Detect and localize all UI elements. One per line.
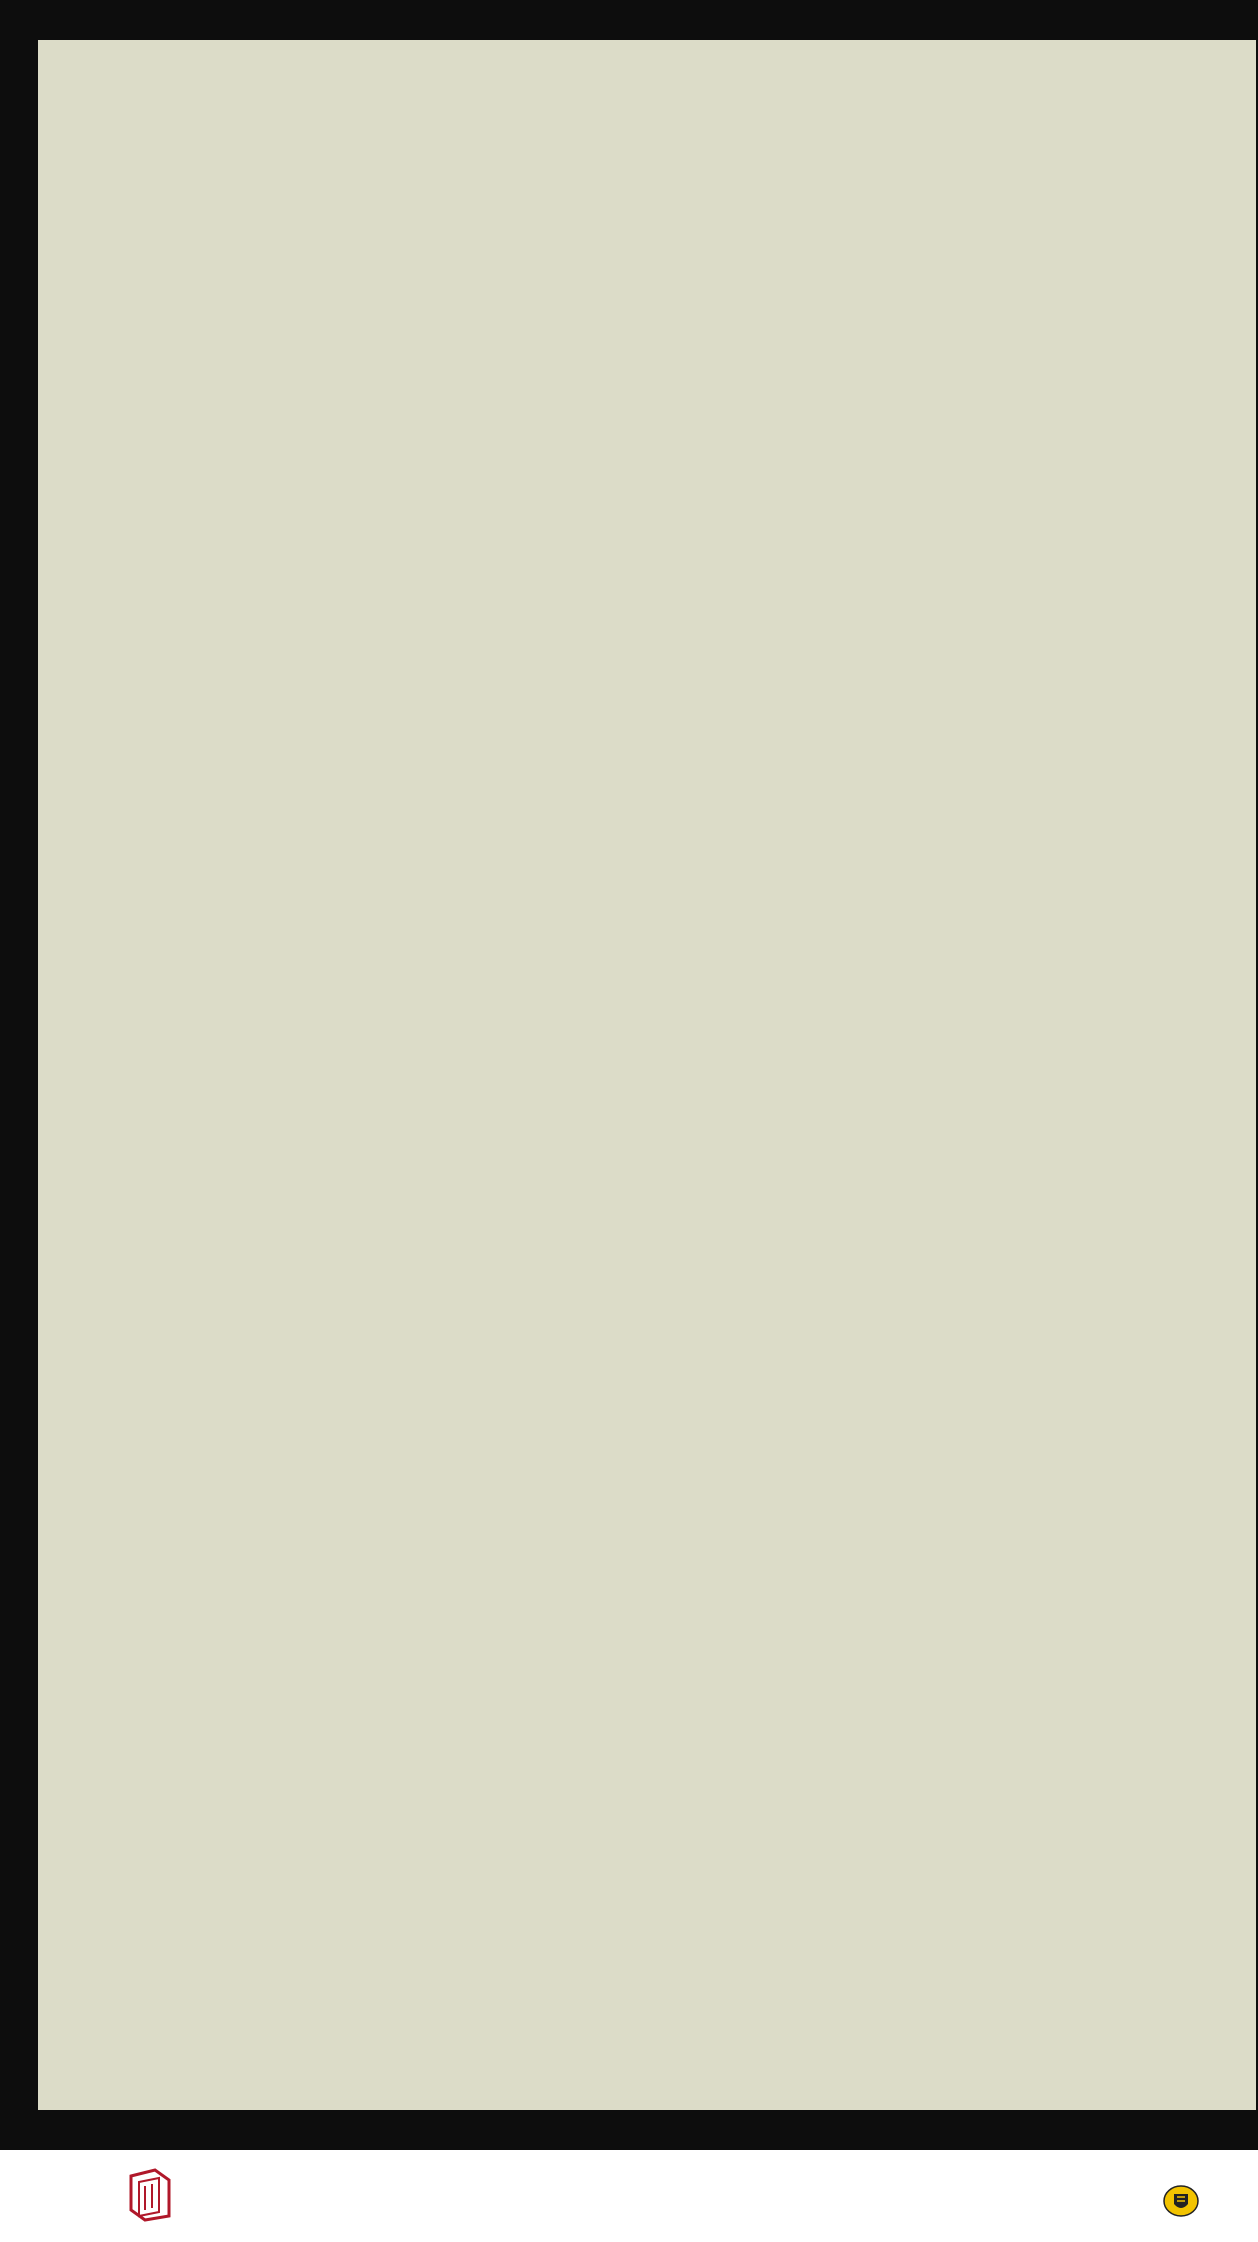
university-emblem-icon xyxy=(125,2166,175,2222)
main-text xyxy=(334,162,1204,324)
coat-of-arms-icon xyxy=(1162,2182,1200,2220)
running-head xyxy=(340,64,1150,128)
funder-block xyxy=(1116,2160,1246,2204)
question-heading xyxy=(374,162,1204,270)
catchword xyxy=(334,270,1204,324)
footer-bar xyxy=(0,2150,1258,2242)
scanned-page xyxy=(38,40,1256,2110)
